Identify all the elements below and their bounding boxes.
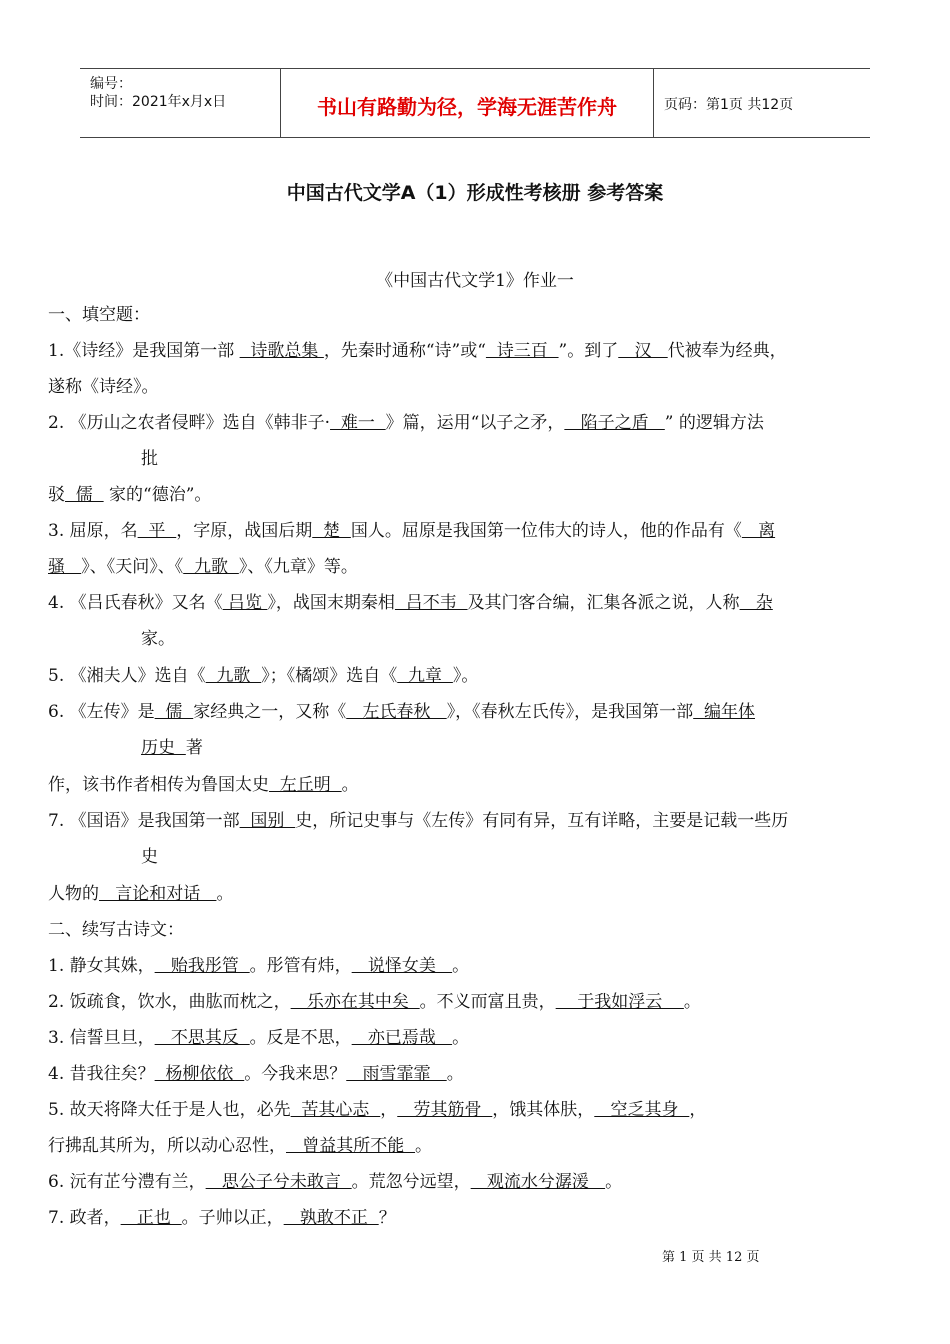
answer-blank: 左丘明	[269, 775, 342, 795]
answer-blank: 儒	[65, 485, 104, 505]
answer-blank: 汉	[618, 341, 668, 361]
answer-blank: 九章	[397, 666, 453, 686]
s2-q5: 5. 故天将降大任于是人也，必先 苦其心志 ， 劳其筋骨 ，饿其体肤， 空乏其身 ，	[48, 1100, 707, 1120]
answer-blank: 雨雪霏霏	[346, 1064, 447, 1084]
answer-blank: 不思其反	[154, 1028, 250, 1048]
s1-q5: 5. 《湘夫人》选自《 九歌 》；《橘颂》选自《 九章 》。	[48, 666, 479, 686]
answer-blank: 儒	[154, 702, 194, 722]
answer-blank: 乐亦在其中矣	[290, 992, 420, 1012]
section2-heading: 二、续写古诗文：	[48, 920, 184, 940]
s1-q7-cont2: 人物的 言论和对话 。	[48, 884, 234, 904]
s2-q7: 7. 政者， 正也 。子帅以正， 孰敢不正 ？	[48, 1208, 396, 1228]
s1-q7-cont: 史	[141, 847, 158, 867]
answer-blank: 楚	[312, 521, 351, 541]
s1-q1-cont: 遂称《诗经》。	[48, 377, 159, 397]
s1-q3: 3. 屈原，名 平 ，字原，战国后期 楚 国人。屈原是我国第一位伟大的诗人，他的作品有《 离	[48, 521, 776, 541]
s1-q1: 1.《诗经》是我国第一部 诗歌总集 ，先秦时通称“诗”或“ 诗三百 ”。到了 汉 代被奉为经典，	[48, 341, 787, 361]
assignment-subtitle: 《中国古代文学1》作业一	[376, 271, 574, 291]
s2-q2: 2. 饭疏食，饮水，曲肱而枕之， 乐亦在其中矣 。不义而富且贵， 于我如浮云 。	[48, 992, 701, 1012]
answer-blank: 曾益其所不能	[286, 1136, 416, 1156]
answer-blank: 贻我彤管	[154, 956, 250, 976]
s1-q6: 6. 《左传》是 儒 家经典之一，又称《 左氏春秋 》，《春秋左氏传》，是我国第一部 编年体	[48, 702, 755, 722]
s2-q4: 4. 昔我往矣？ 杨柳依依 。今我来思？ 雨雪霏霏 。	[48, 1064, 464, 1084]
answer-blank: 难一	[330, 413, 386, 433]
answer-blank: 正也	[120, 1208, 182, 1228]
date-line: 时间：2021年x月x日	[90, 94, 227, 110]
s1-q6-cont2: 作，该书作者相传为鲁国太史 左丘明 。	[48, 775, 359, 795]
s1-q4-cont: 家。	[141, 629, 175, 649]
answer-blank: 于我如浮云	[555, 992, 684, 1012]
page-footer: 第 1 页 共 12 页	[662, 1250, 760, 1265]
header-table	[80, 68, 870, 138]
answer-blank: 九歌	[205, 666, 262, 686]
answer-blank: 骚	[48, 557, 65, 577]
header-page-cell	[654, 69, 870, 137]
answer-blank: 空乏其身	[594, 1100, 690, 1120]
answer-blank: 吕览	[222, 593, 268, 613]
s1-q7: 7. 《国语》是我国第一部 国别 史，所记史事与《左传》有同有异，互有详略，主要是记载一些历	[48, 811, 789, 831]
answer-blank: 历史	[141, 738, 175, 758]
header-meta-cell	[80, 69, 281, 137]
header-motto-cell	[281, 69, 654, 137]
s2-q6: 6. 沅有芷兮澧有兰， 思公子兮未敢言 。荒忽兮远望， 观流水兮潺湲 。	[48, 1172, 623, 1192]
answer-blank: 亦已焉哉	[351, 1028, 453, 1048]
motto: 书山有路勤为径，学海无涯苦作舟	[317, 95, 617, 119]
answer-blank: 言论和对话	[99, 884, 217, 904]
answer-blank: 苦其心志	[290, 1100, 381, 1120]
s1-q3-cont: 骚 》、《天问》、《 九歌 》、《九章》等。	[48, 557, 358, 577]
answer-blank: 编年体	[693, 702, 755, 722]
answer-blank: 陷子之盾	[564, 413, 665, 433]
answer-blank: 诗歌总集	[239, 341, 324, 361]
s1-q2: 2. 《历山之农者侵畔》选自《韩非子· 难一 》篇，运用“以子之矛， 陷子之盾 ” 的逻辑方法	[48, 413, 764, 433]
s1-q4: 4. 《吕氏春秋》又名《 吕览 》，战国末期秦相 吕不韦 及其门客合编，汇集各派之说，人称 杂	[48, 593, 773, 613]
number-label: 编号：	[90, 76, 132, 92]
s2-q5-cont: 行拂乱其所为，所以动心忍性， 曾益其所不能 。	[48, 1136, 433, 1156]
page-info: 页码：第1页 共12页	[664, 97, 794, 113]
s2-q1: 1. 静女其姝， 贻我彤管 。彤管有炜， 说怿女美 。	[48, 956, 470, 976]
s2-q3: 3. 信誓旦旦， 不思其反 。反是不思， 亦已焉哉 。	[48, 1028, 470, 1048]
s1-q6-cont: 历史 著	[141, 738, 203, 758]
answer-blank: 孰敢不正	[283, 1208, 379, 1228]
answer-blank: 左氏春秋	[346, 702, 447, 722]
answer-blank: 说怿女美	[351, 956, 453, 976]
s1-q2-cont2: 驳 儒 家的“德治”。	[48, 485, 212, 505]
answer-blank: 离	[741, 521, 776, 541]
answer-blank: 思公子兮未敢言	[205, 1172, 352, 1192]
answer-blank: 劳其筋骨	[397, 1100, 493, 1120]
section1-heading: 一、填空题：	[48, 305, 150, 325]
answer-blank: 九歌	[183, 557, 239, 577]
answer-blank: 观流水兮潺湲	[470, 1172, 606, 1192]
answer-blank: 诗三百	[485, 341, 559, 361]
doc-title: 中国古代文学A（1）形成性考核册 参考答案	[286, 182, 664, 204]
answer-blank: 杂	[739, 593, 773, 613]
answer-blank: 平	[137, 521, 177, 541]
answer-blank: 吕不韦	[394, 593, 468, 613]
s1-q2-cont: 批	[141, 449, 158, 469]
answer-blank: 杨柳依依	[154, 1064, 245, 1084]
answer-blank: 国别	[239, 811, 296, 831]
